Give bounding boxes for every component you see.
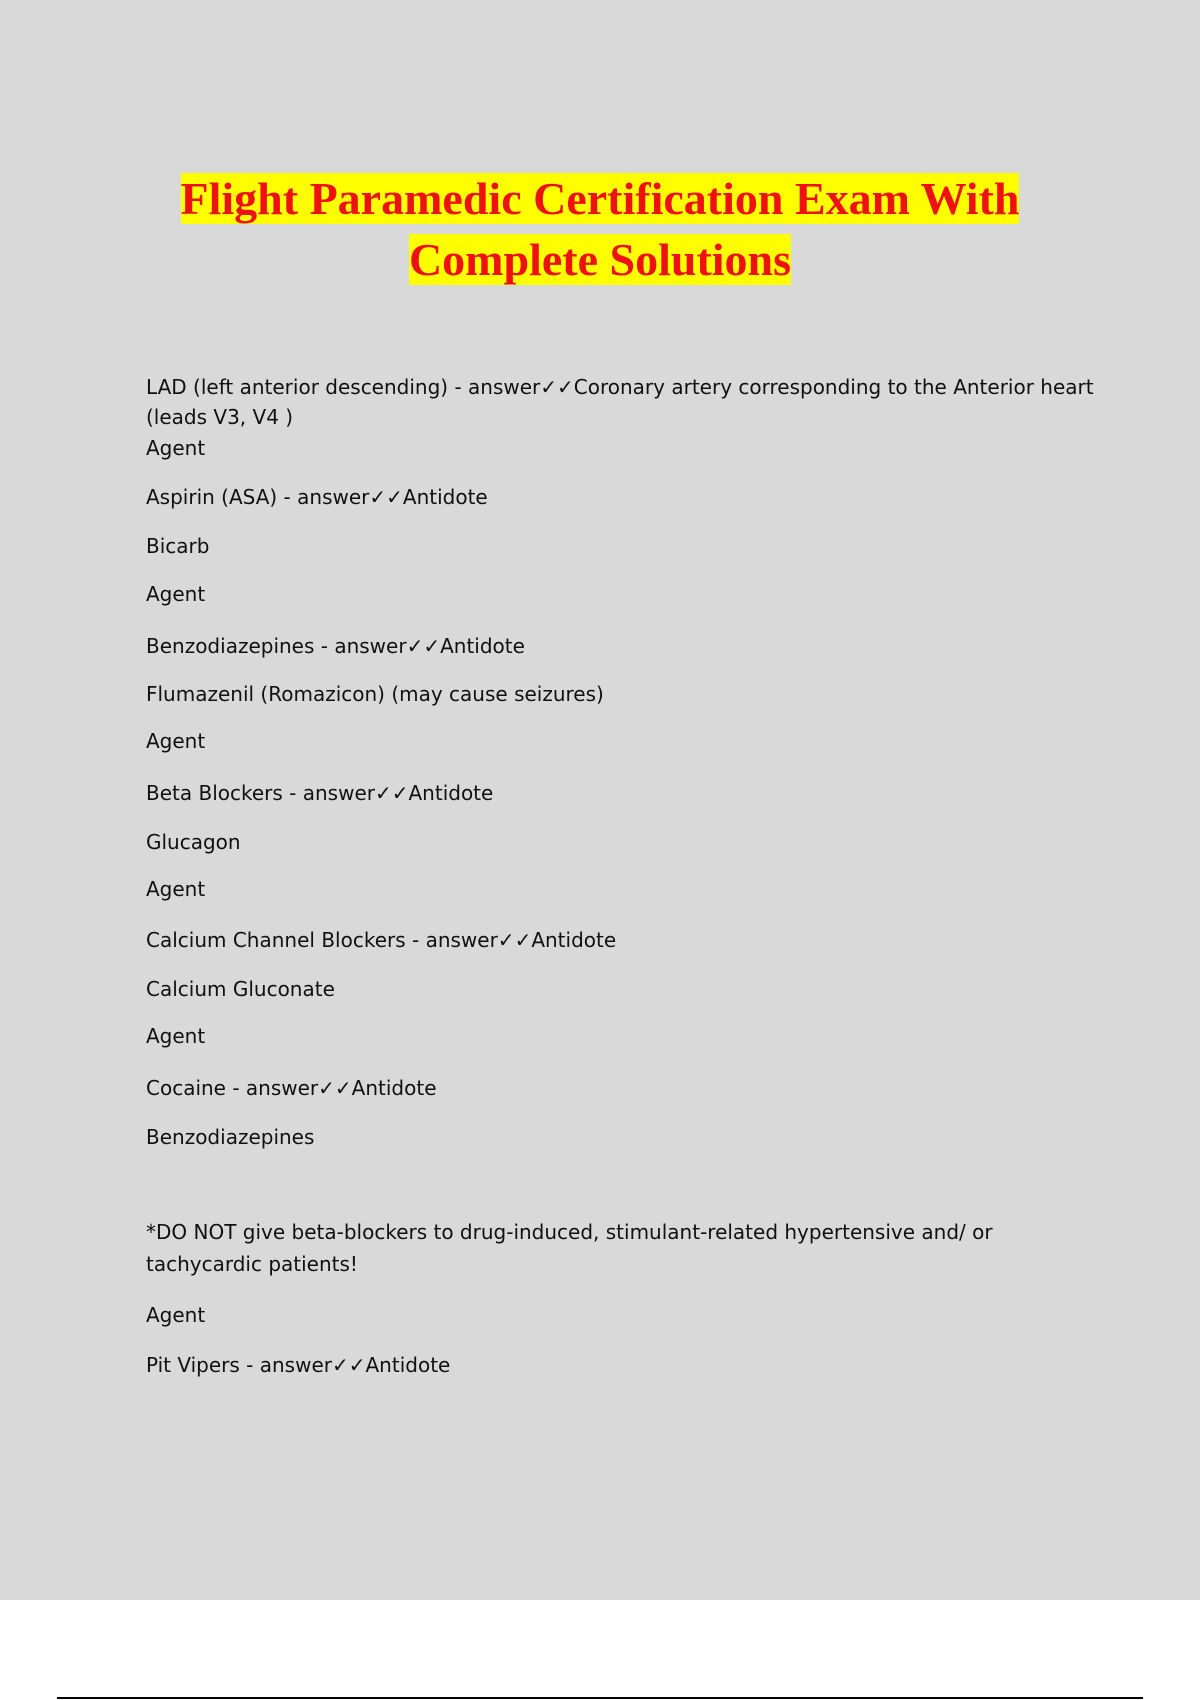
paragraph-agent-6: Agent: [146, 1303, 206, 1327]
paragraph-warning-note: *DO NOT give beta-blockers to drug-induced, stimulant-related hypertensive and/ or tachycardic patients!: [146, 1220, 993, 1276]
paragraph-agent-3: Agent: [146, 729, 206, 753]
title-line-2: Complete Solutions: [408, 234, 792, 285]
paragraph-agent-1: Agent: [146, 436, 206, 460]
footer-divider: [57, 1697, 1143, 1699]
paragraph-aspirin: Aspirin (ASA) - answer✓✓Antidote: [146, 485, 488, 509]
paragraph-pit-vipers: Pit Vipers - answer✓✓Antidote: [146, 1353, 451, 1377]
paragraph-flumazenil: Flumazenil (Romazicon) (may cause seizures): [146, 682, 604, 706]
paragraph-agent-5: Agent: [146, 1024, 206, 1048]
paragraph-benzodiazepines: Benzodiazepines - answer✓✓Antidote: [146, 634, 525, 658]
paragraph-agent-4: Agent: [146, 877, 206, 901]
title-line-1: Flight Paramedic Certification Exam With: [180, 173, 1020, 224]
document-title: [0, 168, 1200, 290]
paragraph-lad: LAD (left anterior descending) - answer✓✓Coronary artery corresponding to the Anterior heart (leads V3, V4 ): [146, 375, 1094, 429]
paragraph-agent-2: Agent: [146, 582, 206, 606]
paragraph-calcium-channel-blockers: Calcium Channel Blockers - answer✓✓Antidote: [146, 928, 617, 952]
paragraph-calcium-gluconate: Calcium Gluconate: [146, 977, 335, 1001]
paragraph-beta-blockers: Beta Blockers - answer✓✓Antidote: [146, 781, 494, 805]
paragraph-cocaine: Cocaine - answer✓✓Antidote: [146, 1076, 437, 1100]
paragraph-benzodiazepines-answer: Benzodiazepines: [146, 1125, 315, 1149]
paragraph-glucagon: Glucagon: [146, 830, 241, 854]
paragraph-bicarb: Bicarb: [146, 534, 210, 558]
